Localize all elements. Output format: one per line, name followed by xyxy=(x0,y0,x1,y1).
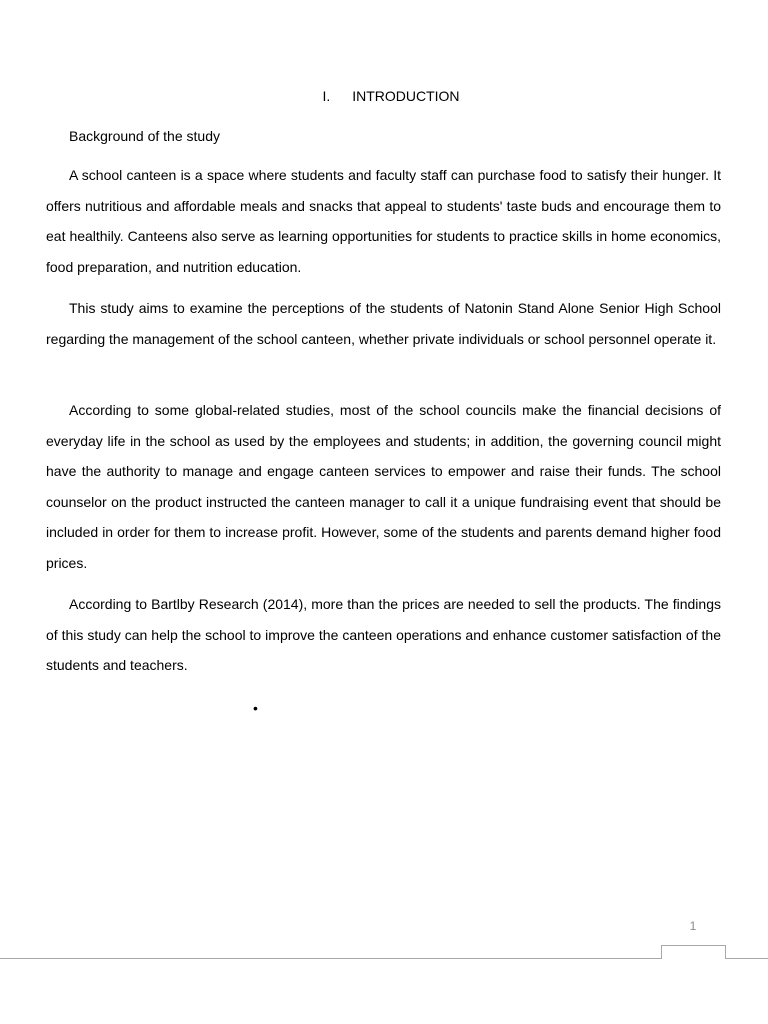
section-title: INTRODUCTION xyxy=(352,88,460,104)
page-number: 1 xyxy=(689,919,697,933)
body-paragraph-4: According to Bartlby Research (2014), more than the prices are needed to sell the products. The findings of this study can help the school to improve the canteen operations and enhance customer satisfaction of the students and teachers. xyxy=(46,596,721,674)
footer-rule xyxy=(0,958,661,959)
section-number: I. xyxy=(322,88,331,104)
body-paragraph-1: A school canteen is a space where students and faculty staff can purchase food to satisfy their hunger. It offers nutritious and affordable meals and snacks that appeal to students' taste buds and encourage them to eat healthily. Canteens also serve as learning opportunities for students to practice skills in home economics, food preparation, and nutrition education. xyxy=(46,167,721,275)
page-number-tab xyxy=(661,945,726,959)
empty-bullet-point: • xyxy=(253,700,258,716)
body-paragraph-3: According to some global-related studies, most of the school councils make the financial decisions of everyday life in the school as used by the employees and students; in addition, the governing council might have the authority to manage and engage canteen services to empower and raise their funds. The school counselor on the product instructed the canteen manager to call it a unique fundraising event that should be included in order for them to increase profit. However, some of the students and parents demand higher food prices. xyxy=(46,402,721,571)
footer-rule-right xyxy=(725,958,768,959)
subsection-title: Background of the study xyxy=(69,128,220,144)
body-paragraph-2: This study aims to examine the perceptions of the students of Natonin Stand Alone Senior High School regarding the management of the school canteen, whether private individuals or school personnel operate it. xyxy=(46,300,721,347)
section-heading xyxy=(0,86,768,106)
